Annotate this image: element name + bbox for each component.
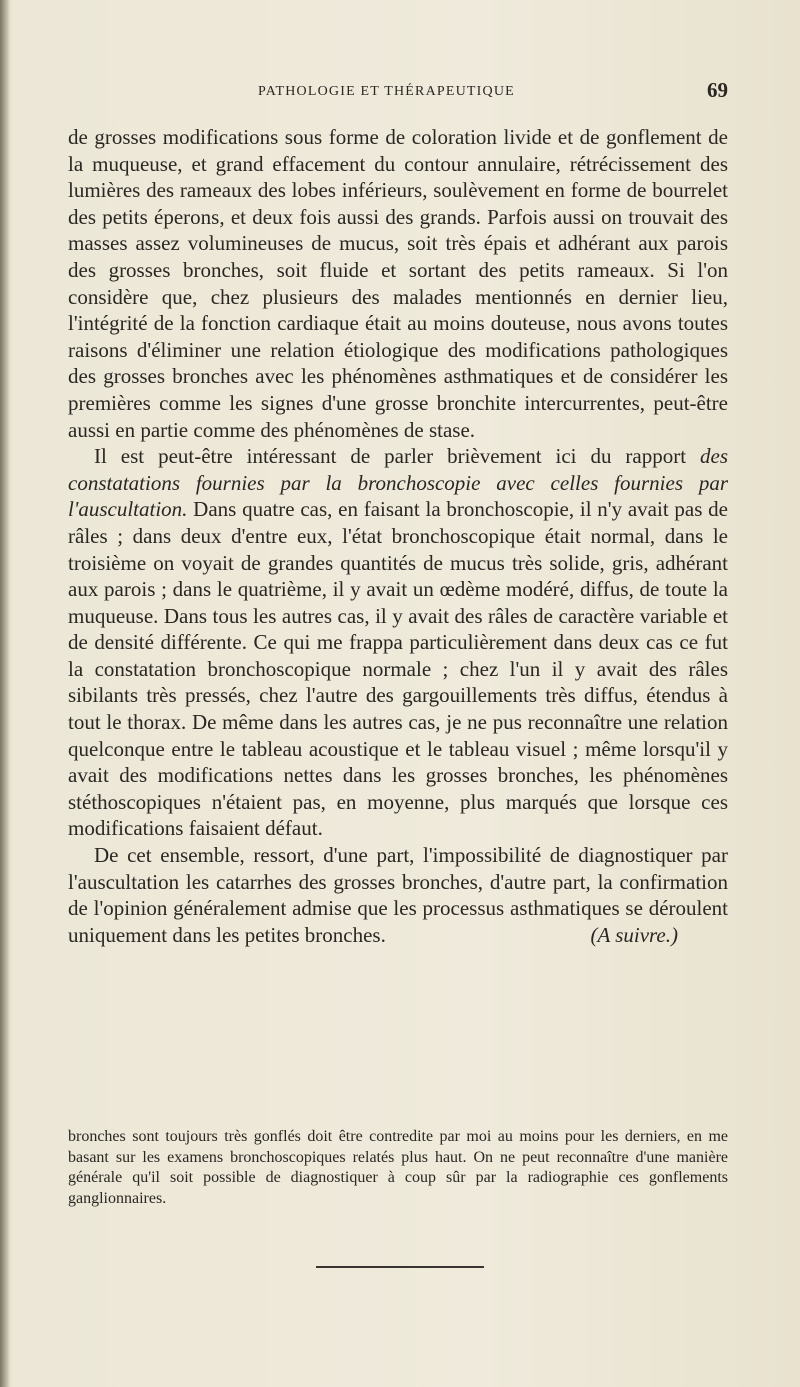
paragraph-3: De cet ensemble, ressort, d'une part, l'impossibilité de diagnostiquer par l'auscultation les catarrhes des grosses bronches, d'autre part, la confirmation de l'opinion généralement admise que les processus asthmatiques se déroulent uniquement dans les petites bronches.: [68, 843, 728, 947]
body-text: [68, 124, 728, 948]
footnote: [68, 1127, 728, 1209]
page-number: 69: [707, 78, 728, 102]
paragraph-2-italic-phrase: des constatations fournies par la bronchoscopie avec celles fournies par l'auscultation.: [68, 444, 728, 522]
footnote-rule: [316, 1266, 484, 1268]
continuation-note: (A suivre.): [590, 922, 678, 947]
running-head: PATHOLOGIE ET THÉRAPEUTIQUE: [258, 84, 515, 99]
footnote-text: bronches sont toujours très gonflés doit être contredite par moi au moins pour les derniers, en me basant sur les examens bronchoscopiques relatés plus haut. On ne peut reconnaître d'une manière générale qu'il soit possible de diagnostiquer à coup sûr par la radiographie ces gonflements ganglionnaires.: [68, 1128, 728, 1207]
paragraph-2-lead: Il est peut-être intéressant de parler brièvement ici du rapport: [94, 444, 700, 469]
paragraph-1: de grosses modifications sous forme de coloration livide et de gonflement de la muqueuse, et grand effacement du contour annulaire, rétrécissement des lumières des rameaux des lobes inférieurs, soulèvement en forme de bourrelet des petits éperons, et deux fois aussi des grands. Parfois aussi on trouvait des masses assez volumineuses de mucus, soit très épais et adhérant aux parois des grosses bronches, soit fluide et sortant des petits rameaux. Si l'on considère que, chez plusieurs des malades mentionnés en dernier lieu, l'intégrité de la fonction cardiaque était au moins douteuse, nous avons toutes raisons d'éliminer une relation étiologique des modifications pathologiques des grosses bronches avec les phénomènes asthmatiques et de considérer les premières comme les signes d'une grosse bronchite intercurrentes, peut-être aussi en partie comme des phénomènes de stase.: [68, 125, 728, 442]
page-binding-edge: [0, 0, 10, 1387]
paragraph-2-body: Dans quatre cas, en faisant la bronchoscopie, il n'y avait pas de râles ; dans deux d'entre eux, l'état bronchoscopique était normal, dans le troisième on voyait de grandes quantités de mucus très solide, gris, adhérant aux parois ; dans le quatrième, il y avait un œdème modéré, diffus, de toute la muqueuse. Dans tous les autres cas, il y avait des râles de caractère variable et de densité différente. Ce qui me frappa particulièrement dans deux cas ce fut la constatation bronchoscopique normale ; chez l'un il y avait des râles sibilants très pressés, chez l'autre des gargouillements très diffus, étendus à tout le thorax. De même dans les autres cas, je ne pus reconnaître une relation quelconque entre le tableau acoustique et le tableau visuel ; même lorsqu'il y avait des modifications nettes dans les grosses bronches, les phénomènes stéthoscopiques n'étaient pas, en moyenne, plus marqués que lorsque ces modifications faisaient défaut.: [68, 497, 728, 841]
paragraph-2: [68, 443, 728, 842]
page-header: [68, 76, 728, 106]
